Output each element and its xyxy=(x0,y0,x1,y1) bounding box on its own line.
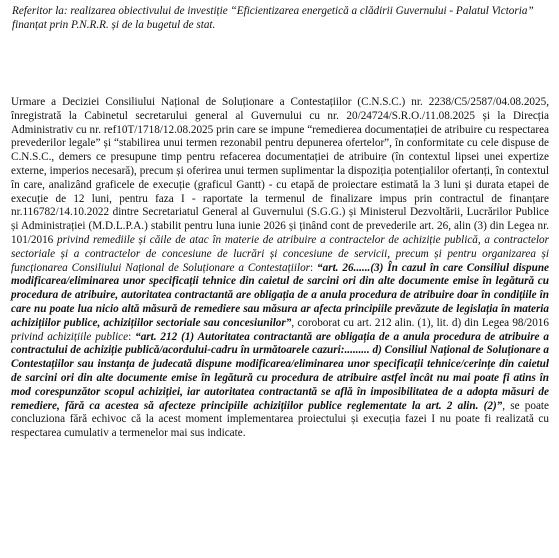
quote-art-212: “art. 212 (1) Autoritatea contractantă are obligația de a anula procedura de atribuire a contractului de achiziție publică/acordului-cadru în următoarele cazuri:......... d) Consiliul Național de Soluționare a Contestațiilor sau instanța de judecată dispune modificarea/eliminarea unor specificații tehnice/cerințe din caietul de sarcini ori din alte documente emise în legătură cu procedura de atribuire astfel încât nu mai poate fi atins în mod corespunzător scopul achiziției, iar autoritatea contractantă se află în imposibilitatea de a adopta măsuri de remediere, fără ca acestea să afecteze principiile achizițiilor publice reglementate la art. 2 alin. (2)” xyxy=(11,330,549,412)
body-text-2: : xyxy=(310,261,318,274)
law-101-title: privind remediile și căile de atac în materie de atribuire a contractelor de achiziție publică, a contractelor sectoriale și a contractelor de concesiune de lucrări și concesiune de servicii, precum și pentru organizarea și funcționarea Consiliului Național de Soluționare a Contestațiilor xyxy=(11,233,549,274)
reference-label: Referitor la: xyxy=(12,5,68,17)
reference-line xyxy=(12,4,549,32)
body-text-4: : xyxy=(128,330,136,343)
quote-art-26: “art. 26......(3) În cazul în care Consiliul dispune modificarea/eliminarea unor specificații tehnice din caietul de sarcini ori din alte documente emise în legătură cu procedura de atribuire, autoritatea contractantă are obligația de a anula procedura de atribuire doar în condițiile în care nu poate lua nicio altă măsură de remediere sau măsura ar afecta principiile prevăzute de legislația în materia achizițiilor publice, achizițiilor sectoriale sau concesiunilor” xyxy=(11,261,550,329)
body-text-5: , se poate concluziona fără echivoc că la acest moment implementarea proiectului și execuția fazei I nu poate fi realizată cu respectarea cumulativ a termenelor mai sus indicate. xyxy=(11,399,549,440)
reference-text: realizarea obiectivului de investiție “Eficientizarea energetică a clădirii Guvernului - Palatul Victoria” finanțat prin P.N.R.R. și de la bugetul de stat. xyxy=(12,5,534,32)
body-text-1: Urmare a Deciziei Consiliului Național de Soluționare a Contestațiilor (C.N.S.C.) nr. 2238/C5/2587/04.08.2025, înregistrată la Cabinetul secretarului general al Guvernului cu nr. 20/24724/S.R.O./11.08.2025 și la Direcția Administrativ cu nr. ref10T/1718/12.08.2025 prin care se impune “remedierea documentației de atribuire cu respectarea prevederilor legale” și “stabilirea unui termen rezonabil pentru depunerea ofertelor”, în conformitate cu cele dispuse de C.N.S.C., demers ce presupune timp pentru refacerea documentației de atribuire (în contextul lipsei unei expertize externe, imperios necesară), precum și oferirea unui termen suplimentar la dispoziția potențialilor ofertanți, în contextul în care, analizând graficele de execuție (graficul Gantt) - cu etapă de proiectare estimată la 3 luni și durata etapei de execuție de 12 luni, pentru faza I - raportate la termenul de finalizare impus prin contractul de finanțare nr.116782/14.10.2022 dintre Secretariatul General al Guvernului (S.G.G.) și Ministerul Dezvoltării, Lucrărilor Publice și Administrației (M.D.L.P.A.) stabilit pentru luna iunie 2026 și ținând cont de prevederile art. 26, alin (3) din Legea nr. 101/2016 xyxy=(11,96,549,246)
law-98-title: privind achizițiile publice xyxy=(11,330,129,343)
body-paragraph xyxy=(11,96,549,441)
body-text-3: , coroborat cu art. 212 alin. (1), lit. d) din Legea 98/2016 xyxy=(291,316,549,329)
